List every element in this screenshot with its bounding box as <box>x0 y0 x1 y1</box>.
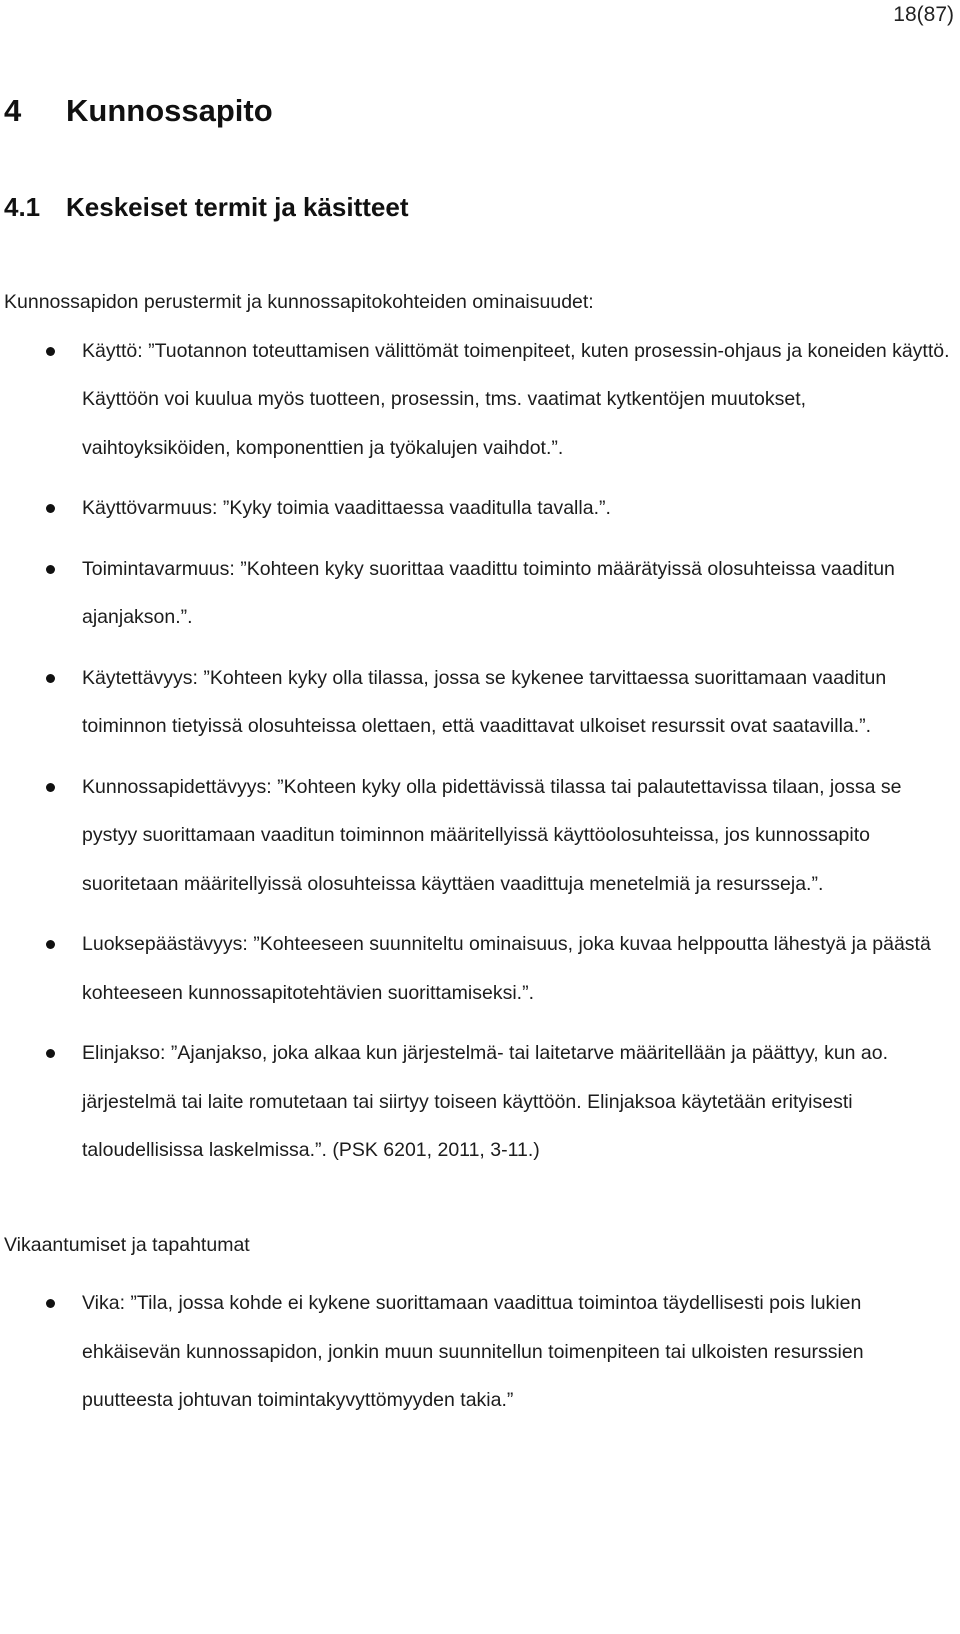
chapter-title: Kunnossapito <box>66 93 273 128</box>
term-text: Käyttövarmuus: ”Kyky toimia vaadittaessa vaaditulla tavalla.”. <box>82 497 611 519</box>
list-item <box>4 920 954 1017</box>
bullet-icon <box>46 347 55 356</box>
list-item <box>4 654 954 751</box>
terms-list <box>4 327 954 1175</box>
section-title: Keskeiset termit ja käsitteet <box>66 192 409 222</box>
subheading-faults: Vikaantumiset ja tapahtumat <box>4 1233 250 1256</box>
list-item <box>4 545 954 642</box>
list-item <box>4 484 954 533</box>
section-number: 4.1 <box>4 192 41 222</box>
list-item <box>4 327 954 473</box>
bullet-icon <box>46 674 55 683</box>
bullet-icon <box>46 1299 55 1308</box>
chapter-number: 4 <box>4 93 22 128</box>
bullet-icon <box>46 1049 55 1058</box>
term-text: Elinjakso: ”Ajanjakso, joka alkaa kun järjestelmä- tai laitetarve määritellään ja päättyy, kun ao. järjestelmä tai laite romutetaan tai siirtyy toiseen käyttöön. Elinjaksoa käytetään erityisesti taloudellisissa laskelmissa.”. (PSK 6201, 2011, 3-11.) <box>82 1042 889 1161</box>
list-item <box>4 1029 954 1175</box>
term-text: Toimintavarmuus: ”Kohteen kyky suorittaa vaadittu toiminto määrätyissä olosuhteissa vaaditun ajanjakson.”. <box>82 557 895 628</box>
list-item <box>4 763 954 909</box>
document-body <box>4 278 954 1425</box>
chapter-heading <box>4 92 273 129</box>
term-text: Kunnossapidettävyys: ”Kohteen kyky olla pidettävissä tilassa tai palautettavissa tilaan, jossa se pystyy suorittamaan vaaditun toiminnon määritellyissä käyttöolosuhteissa, jos kunnossapito suoritetaan määritellyissä olosuhteissa käyttäen vaadittuja menetelmiä ja resursseja.”. <box>82 775 902 895</box>
fault-text: Vika: ”Tila, jossa kohde ei kykene suorittamaan vaadittua toimintoa täydellisesti pois lukien ehkäisevän kunnossapidon, jonkin muun suunnitellun toimenpiteen tai ulkoisten resurssien puutteesta johtuvan toimintakyvyttömyyden takia.” <box>82 1292 864 1411</box>
list-item <box>4 1279 954 1425</box>
bullet-icon <box>46 504 55 513</box>
section-heading <box>4 192 409 223</box>
bullet-icon <box>46 783 55 792</box>
faults-list <box>4 1279 954 1425</box>
term-text: Käytettävyys: ”Kohteen kyky olla tilassa, jossa se kykenee tarvittaessa suorittamaan vaaditun toiminnon tietyissä olosuhteissa olettaen, että vaadittavat ulkoiset resurssit ovat saatavilla.”. <box>82 666 887 737</box>
page-number: 18(87) <box>893 3 954 26</box>
bullet-icon <box>46 940 55 949</box>
bullet-icon <box>46 565 55 574</box>
intro-paragraph: Kunnossapidon perustermit ja kunnossapitokohteiden ominaisuudet: <box>4 291 594 313</box>
term-text: Käyttö: ”Tuotannon toteuttamisen välittömät toimenpiteet, kuten prosessin-ohjaus ja koneiden käyttö. Käyttöön voi kuulua myös tuotteen, prosessin, tms. vaatimat kytkentöjen muutokset, vaihtoyksiköiden, komponenttien ja työkalujen vaihdot.”. <box>82 339 950 459</box>
term-text: Luoksepäästävyys: ”Kohteeseen suunniteltu ominaisuus, joka kuvaa helppoutta lähestyä ja päästä kohteeseen kunnossapitotehtävien suorittamiseksi.”. <box>82 933 931 1004</box>
